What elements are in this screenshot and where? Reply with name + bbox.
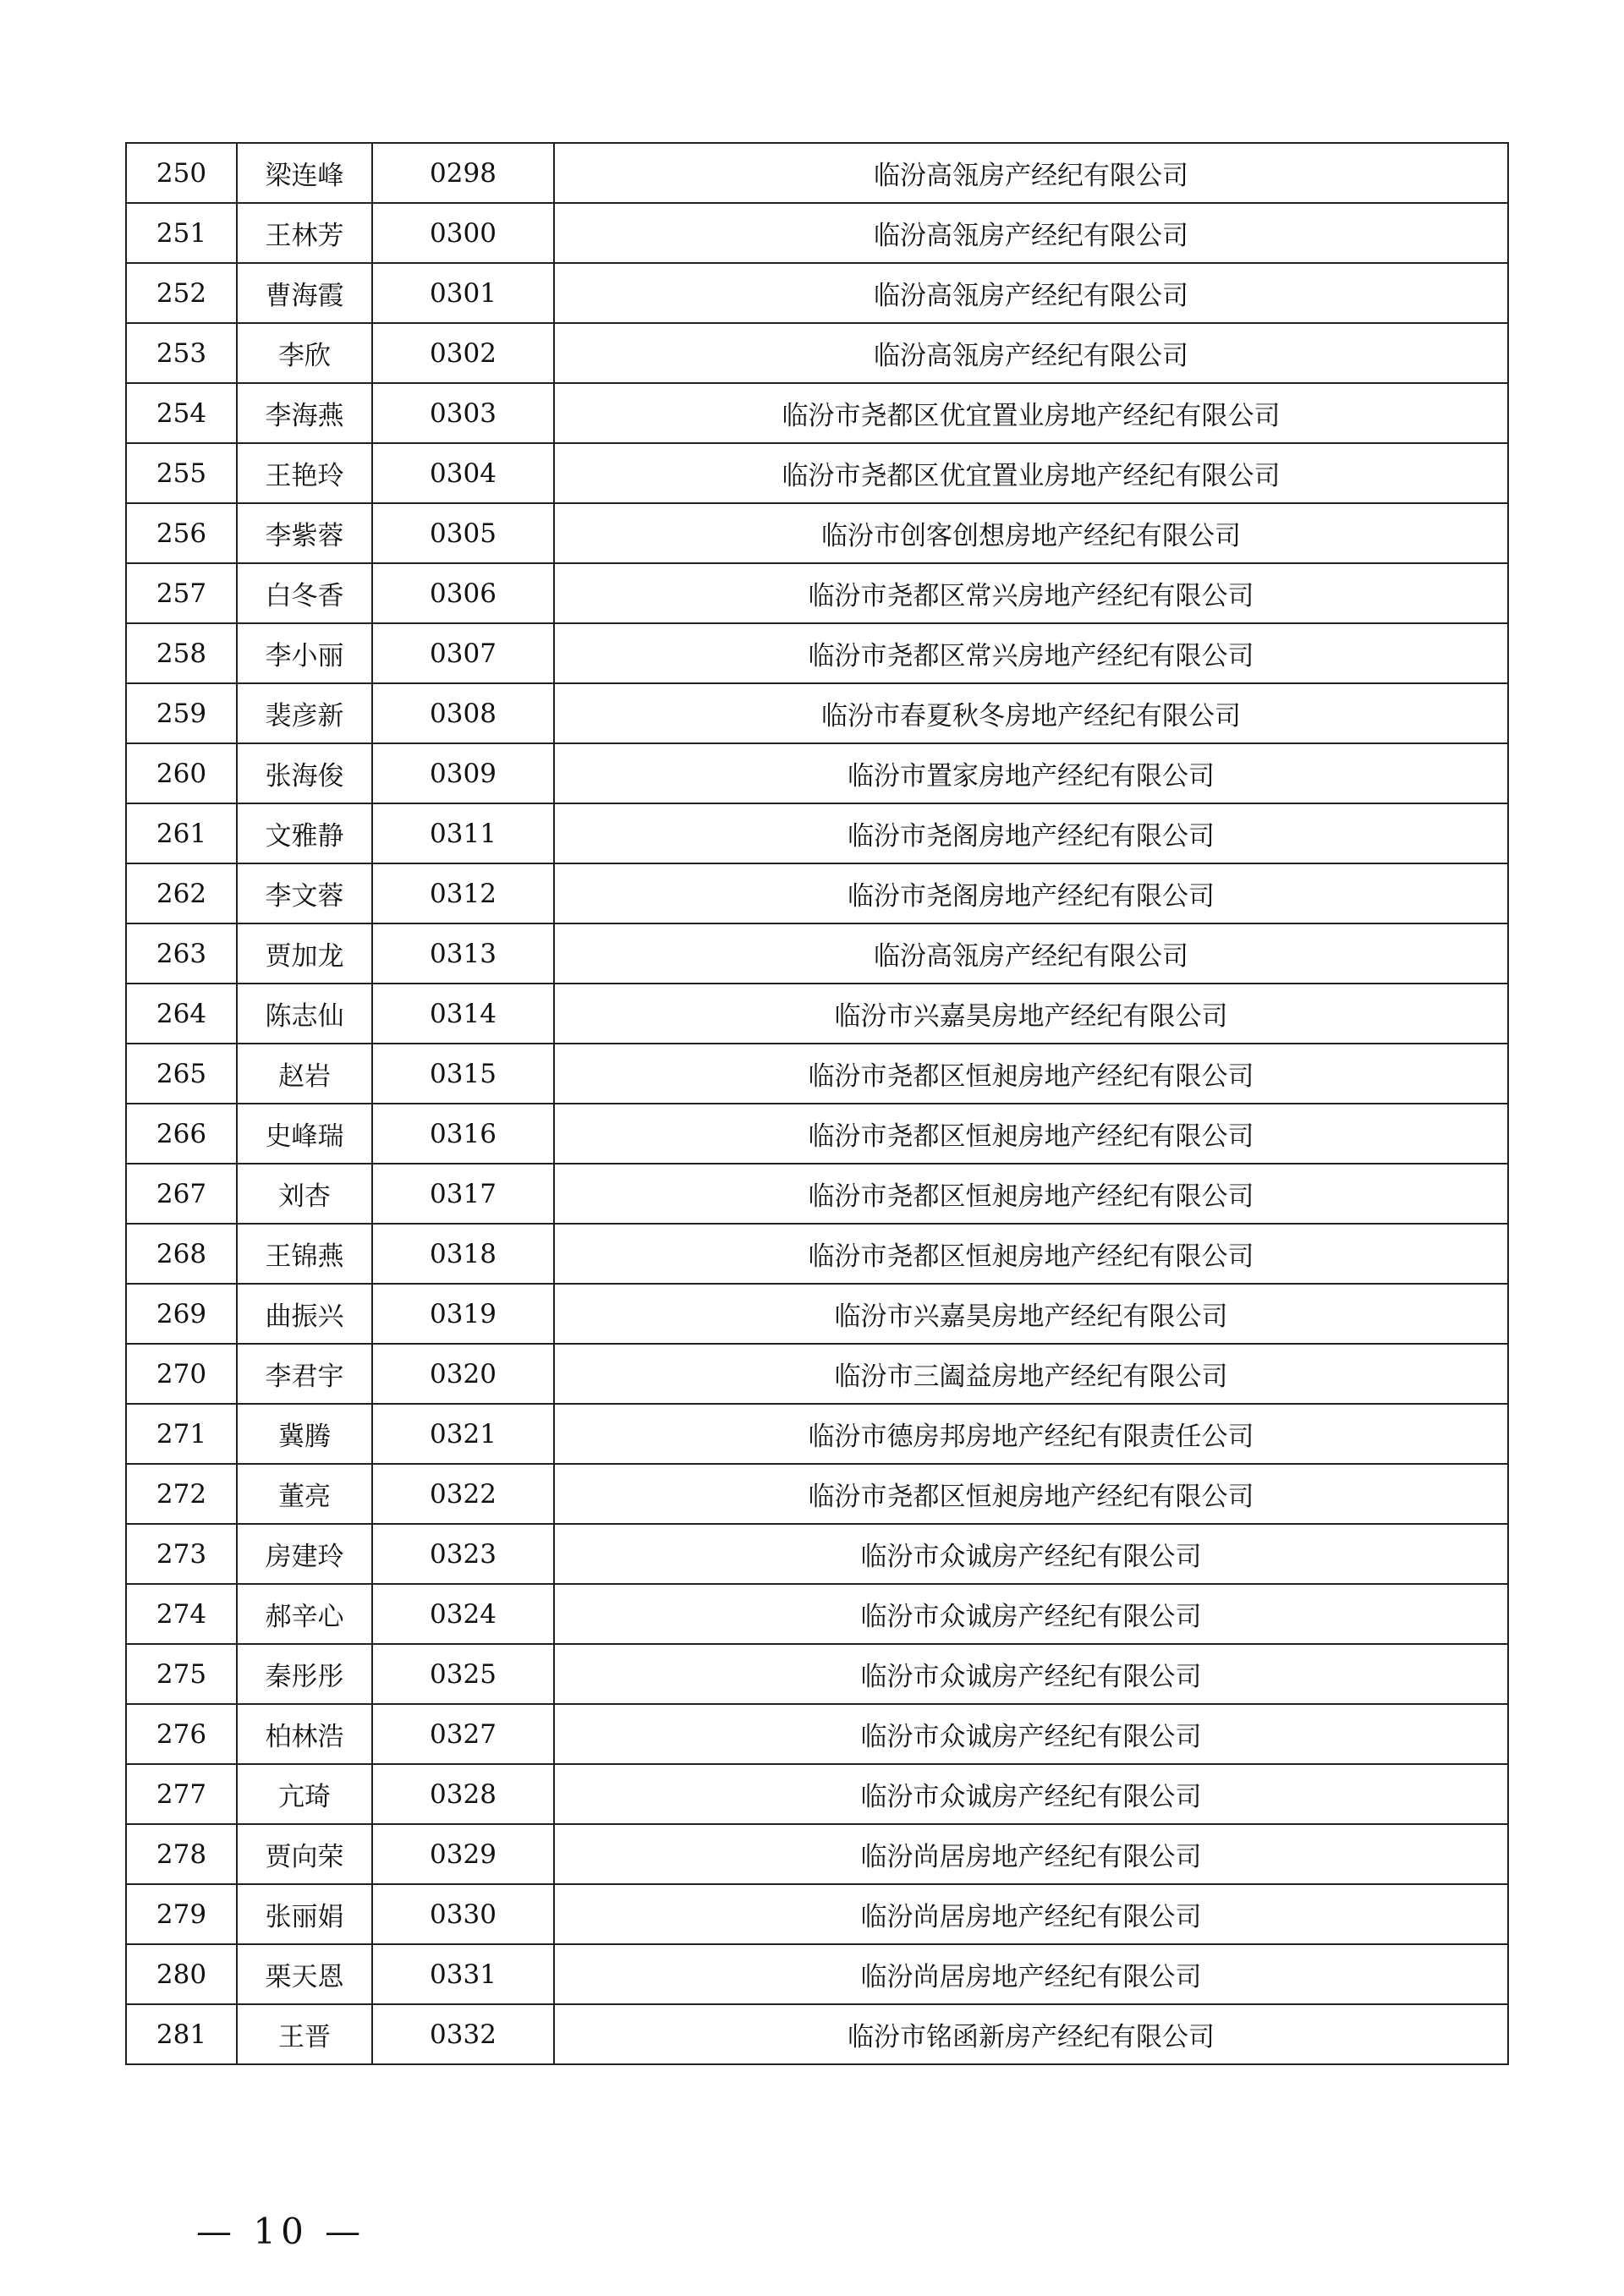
row-number-cell: 264	[126, 984, 237, 1044]
company-name-cell: 临汾市众诚房产经纪有限公司	[554, 1704, 1508, 1764]
table-row	[126, 443, 1508, 503]
row-number-cell: 268	[126, 1224, 237, 1284]
company-name-cell: 临汾市尧都区常兴房地产经纪有限公司	[554, 563, 1508, 623]
certificate-code-cell: 0318	[372, 1224, 554, 1284]
person-name-cell: 李文蓉	[237, 863, 372, 923]
certificate-code-cell: 0309	[372, 743, 554, 803]
registry-table	[125, 142, 1509, 2065]
company-name-cell: 临汾高瓴房产经纪有限公司	[554, 923, 1508, 984]
certificate-code-cell: 0303	[372, 383, 554, 443]
company-name-cell: 临汾尚居房地产经纪有限公司	[554, 1944, 1508, 2004]
certificate-code-cell: 0328	[372, 1764, 554, 1824]
row-number-cell: 263	[126, 923, 237, 984]
row-number-cell: 256	[126, 503, 237, 563]
company-name-cell: 临汾市兴嘉昊房地产经纪有限公司	[554, 984, 1508, 1044]
table-row	[126, 323, 1508, 383]
certificate-code-cell: 0319	[372, 1284, 554, 1344]
row-number-cell: 266	[126, 1104, 237, 1164]
certificate-code-cell: 0324	[372, 1584, 554, 1644]
certificate-code-cell: 0307	[372, 623, 554, 683]
company-name-cell: 临汾市尧都区恒昶房地产经纪有限公司	[554, 1104, 1508, 1164]
row-number-cell: 251	[126, 203, 237, 263]
row-number-cell: 269	[126, 1284, 237, 1344]
certificate-code-cell: 0301	[372, 263, 554, 323]
certificate-code-cell: 0304	[372, 443, 554, 503]
row-number-cell: 281	[126, 2004, 237, 2064]
person-name-cell: 王林芳	[237, 203, 372, 263]
company-name-cell: 临汾高瓴房产经纪有限公司	[554, 323, 1508, 383]
person-name-cell: 曲振兴	[237, 1284, 372, 1344]
table-row	[126, 863, 1508, 923]
certificate-code-cell: 0329	[372, 1824, 554, 1884]
row-number-cell: 273	[126, 1524, 237, 1584]
row-number-cell: 270	[126, 1344, 237, 1404]
table-row	[126, 143, 1508, 203]
certificate-code-cell: 0325	[372, 1644, 554, 1704]
row-number-cell: 279	[126, 1884, 237, 1944]
table-row	[126, 1464, 1508, 1524]
table-row	[126, 1884, 1508, 1944]
row-number-cell: 257	[126, 563, 237, 623]
person-name-cell: 李紫蓉	[237, 503, 372, 563]
table-row	[126, 263, 1508, 323]
certificate-code-cell: 0300	[372, 203, 554, 263]
row-number-cell: 252	[126, 263, 237, 323]
certificate-code-cell: 0308	[372, 683, 554, 743]
company-name-cell: 临汾市置家房地产经纪有限公司	[554, 743, 1508, 803]
person-name-cell: 史峰瑞	[237, 1104, 372, 1164]
person-name-cell: 栗天恩	[237, 1944, 372, 2004]
row-number-cell: 274	[126, 1584, 237, 1644]
table-row	[126, 1644, 1508, 1704]
certificate-code-cell: 0302	[372, 323, 554, 383]
company-name-cell: 临汾市春夏秋冬房地产经纪有限公司	[554, 683, 1508, 743]
person-name-cell: 李海燕	[237, 383, 372, 443]
row-number-cell: 253	[126, 323, 237, 383]
certificate-code-cell: 0312	[372, 863, 554, 923]
table-row	[126, 1704, 1508, 1764]
person-name-cell: 王晋	[237, 2004, 372, 2064]
company-name-cell: 临汾市尧都区恒昶房地产经纪有限公司	[554, 1164, 1508, 1224]
row-number-cell: 280	[126, 1944, 237, 2004]
table-row	[126, 1584, 1508, 1644]
certificate-code-cell: 0313	[372, 923, 554, 984]
certificate-code-cell: 0323	[372, 1524, 554, 1584]
person-name-cell: 李小丽	[237, 623, 372, 683]
company-name-cell: 临汾市众诚房产经纪有限公司	[554, 1584, 1508, 1644]
company-name-cell: 临汾高瓴房产经纪有限公司	[554, 203, 1508, 263]
row-number-cell: 260	[126, 743, 237, 803]
person-name-cell: 王艳玲	[237, 443, 372, 503]
person-name-cell: 文雅静	[237, 803, 372, 863]
table-row	[126, 503, 1508, 563]
certificate-code-cell: 0332	[372, 2004, 554, 2064]
table-row	[126, 623, 1508, 683]
person-name-cell: 赵岩	[237, 1044, 372, 1104]
company-name-cell: 临汾尚居房地产经纪有限公司	[554, 1884, 1508, 1944]
table-row	[126, 1764, 1508, 1824]
company-name-cell: 临汾市尧都区恒昶房地产经纪有限公司	[554, 1224, 1508, 1284]
table-row	[126, 1044, 1508, 1104]
certificate-code-cell: 0322	[372, 1464, 554, 1524]
company-name-cell: 临汾市众诚房产经纪有限公司	[554, 1764, 1508, 1824]
person-name-cell: 秦彤彤	[237, 1644, 372, 1704]
certificate-code-cell: 0316	[372, 1104, 554, 1164]
certificate-code-cell: 0321	[372, 1404, 554, 1464]
table-row	[126, 1164, 1508, 1224]
person-name-cell: 裴彦新	[237, 683, 372, 743]
person-name-cell: 曹海霞	[237, 263, 372, 323]
company-name-cell: 临汾市尧都区优宜置业房地产经纪有限公司	[554, 383, 1508, 443]
table-row	[126, 563, 1508, 623]
row-number-cell: 261	[126, 803, 237, 863]
table-row	[126, 383, 1508, 443]
company-name-cell: 临汾市众诚房产经纪有限公司	[554, 1524, 1508, 1584]
company-name-cell: 临汾市尧都区优宜置业房地产经纪有限公司	[554, 443, 1508, 503]
company-name-cell: 临汾高瓴房产经纪有限公司	[554, 143, 1508, 203]
company-name-cell: 临汾市德房邦房地产经纪有限责任公司	[554, 1404, 1508, 1464]
person-name-cell: 郝辛心	[237, 1584, 372, 1644]
table-row	[126, 923, 1508, 984]
table-row	[126, 1104, 1508, 1164]
table-row	[126, 1824, 1508, 1884]
table-row	[126, 1524, 1508, 1584]
person-name-cell: 冀腾	[237, 1404, 372, 1464]
table-row	[126, 2004, 1508, 2064]
row-number-cell: 250	[126, 143, 237, 203]
row-number-cell: 255	[126, 443, 237, 503]
person-name-cell: 张海俊	[237, 743, 372, 803]
row-number-cell: 267	[126, 1164, 237, 1224]
certificate-code-cell: 0327	[372, 1704, 554, 1764]
company-name-cell: 临汾市尧都区常兴房地产经纪有限公司	[554, 623, 1508, 683]
registry-table-body	[126, 143, 1508, 2064]
company-name-cell: 临汾市铭函新房产经纪有限公司	[554, 2004, 1508, 2064]
person-name-cell: 房建玲	[237, 1524, 372, 1584]
person-name-cell: 贾向荣	[237, 1824, 372, 1884]
row-number-cell: 265	[126, 1044, 237, 1104]
person-name-cell: 李君宇	[237, 1344, 372, 1404]
row-number-cell: 258	[126, 623, 237, 683]
person-name-cell: 梁连峰	[237, 143, 372, 203]
row-number-cell: 275	[126, 1644, 237, 1704]
company-name-cell: 临汾市尧都区恒昶房地产经纪有限公司	[554, 1464, 1508, 1524]
person-name-cell: 张丽娟	[237, 1884, 372, 1944]
company-name-cell: 临汾市尧阁房地产经纪有限公司	[554, 863, 1508, 923]
person-name-cell: 贾加龙	[237, 923, 372, 984]
row-number-cell: 272	[126, 1464, 237, 1524]
person-name-cell: 王锦燕	[237, 1224, 372, 1284]
certificate-code-cell: 0315	[372, 1044, 554, 1104]
row-number-cell: 262	[126, 863, 237, 923]
person-name-cell: 柏林浩	[237, 1704, 372, 1764]
person-name-cell: 董亮	[237, 1464, 372, 1524]
company-name-cell: 临汾尚居房地产经纪有限公司	[554, 1824, 1508, 1884]
certificate-code-cell: 0331	[372, 1944, 554, 2004]
certificate-code-cell: 0317	[372, 1164, 554, 1224]
table-row	[126, 1404, 1508, 1464]
certificate-code-cell: 0330	[372, 1884, 554, 1944]
certificate-code-cell: 0298	[372, 143, 554, 203]
table-row	[126, 743, 1508, 803]
row-number-cell: 259	[126, 683, 237, 743]
company-name-cell: 临汾市众诚房产经纪有限公司	[554, 1644, 1508, 1704]
certificate-code-cell: 0306	[372, 563, 554, 623]
company-name-cell: 临汾高瓴房产经纪有限公司	[554, 263, 1508, 323]
row-number-cell: 254	[126, 383, 237, 443]
company-name-cell: 临汾市三阖益房地产经纪有限公司	[554, 1344, 1508, 1404]
certificate-code-cell: 0305	[372, 503, 554, 563]
row-number-cell: 278	[126, 1824, 237, 1884]
table-row	[126, 984, 1508, 1044]
page-number: — 10 —	[196, 2211, 366, 2252]
table-row	[126, 803, 1508, 863]
person-name-cell: 白冬香	[237, 563, 372, 623]
row-number-cell: 276	[126, 1704, 237, 1764]
person-name-cell: 陈志仙	[237, 984, 372, 1044]
certificate-code-cell: 0320	[372, 1344, 554, 1404]
table-row	[126, 683, 1508, 743]
table-row	[126, 1344, 1508, 1404]
table-row	[126, 203, 1508, 263]
certificate-code-cell: 0314	[372, 984, 554, 1044]
person-name-cell: 李欣	[237, 323, 372, 383]
table-row	[126, 1224, 1508, 1284]
table-row	[126, 1944, 1508, 2004]
company-name-cell: 临汾市尧阁房地产经纪有限公司	[554, 803, 1508, 863]
company-name-cell: 临汾市尧都区恒昶房地产经纪有限公司	[554, 1044, 1508, 1104]
person-name-cell: 刘杏	[237, 1164, 372, 1224]
row-number-cell: 271	[126, 1404, 237, 1464]
company-name-cell: 临汾市兴嘉昊房地产经纪有限公司	[554, 1284, 1508, 1344]
certificate-code-cell: 0311	[372, 803, 554, 863]
company-name-cell: 临汾市创客创想房地产经纪有限公司	[554, 503, 1508, 563]
table-row	[126, 1284, 1508, 1344]
person-name-cell: 亢琦	[237, 1764, 372, 1824]
row-number-cell: 277	[126, 1764, 237, 1824]
